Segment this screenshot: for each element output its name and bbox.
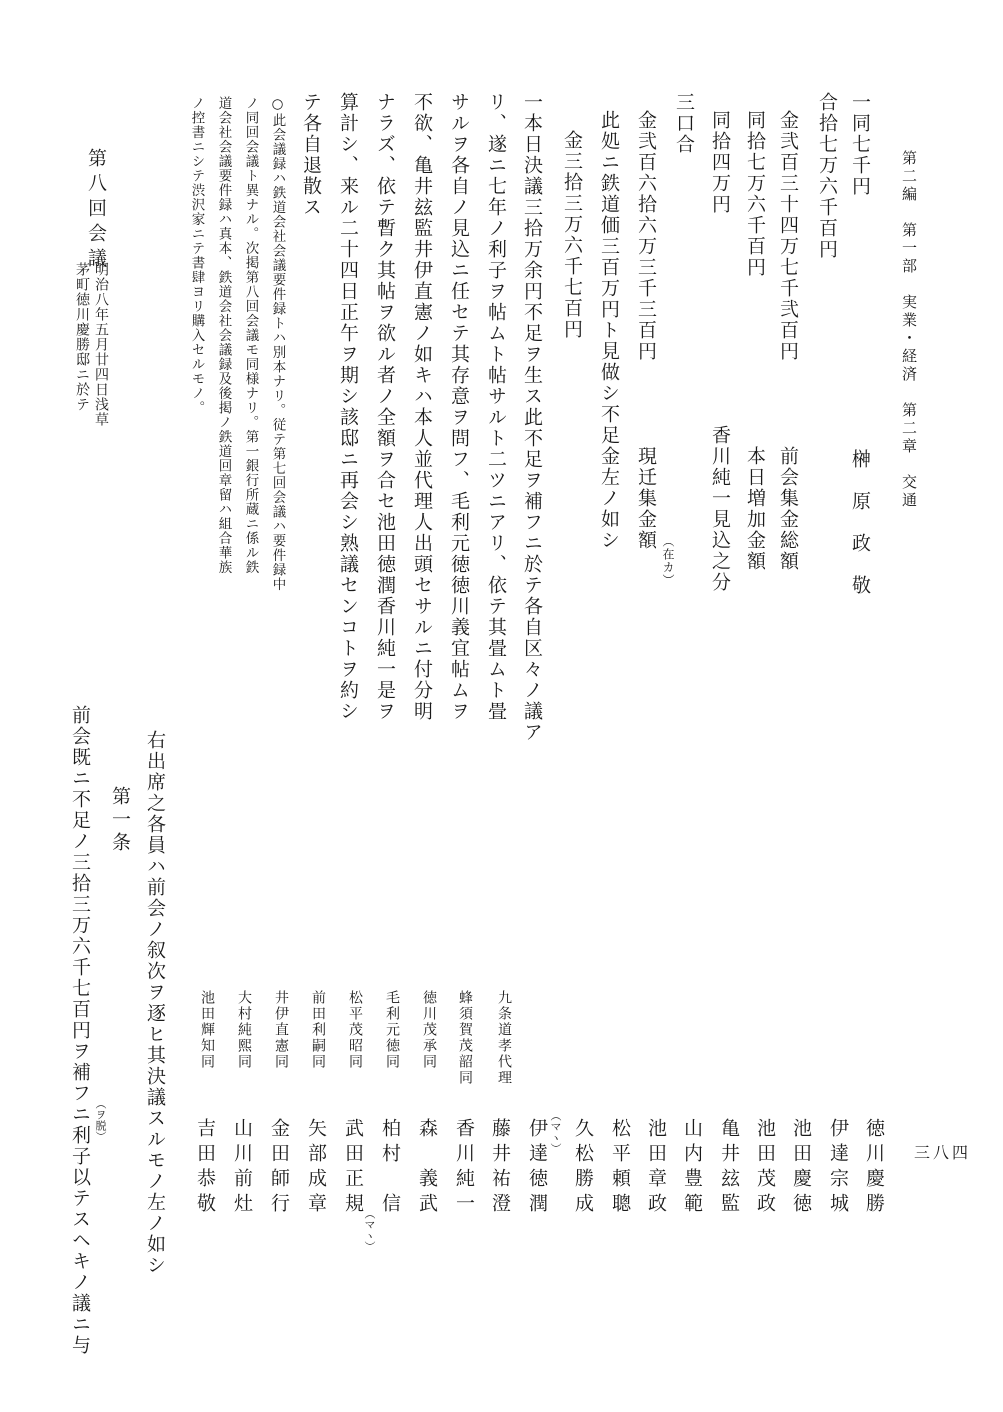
attendee-name: 武田正規 bbox=[342, 1118, 364, 1218]
text-line: ナラズ、依テ暫ク其帖ヲ欲ル者ノ全額ヲ合セ池田徳潤香川純一是ヲ bbox=[374, 92, 396, 722]
text-line: 此処ニ鉄道価三百万円ト見做シ不足金左ノ如シ bbox=[598, 110, 620, 551]
attendee-name: 松平頼聰 bbox=[609, 1118, 631, 1218]
attendee-label: 徳川茂承同 bbox=[421, 990, 437, 1070]
article-text: 前会既ニ不足ノ三拾三万六千七百円ヲ補フニ利子以テスヘキノ議ニ与 bbox=[69, 705, 91, 1356]
attendee-label: 蜂須賀茂韶同 bbox=[457, 990, 473, 1086]
attendee-name: 藤井祐澄 bbox=[489, 1118, 511, 1218]
attendee-name: 徳川慶勝 bbox=[863, 1118, 885, 1218]
attendee-label: 井伊直憲同 bbox=[273, 990, 289, 1070]
meeting-date: 明治八年五月廿四日浅草 bbox=[93, 262, 109, 427]
text-line: 同拾七万六千百円 本日増加金額 bbox=[744, 110, 766, 572]
attendee-name: 金田師行 bbox=[268, 1118, 290, 1218]
text-line: 合拾七万六千百円 bbox=[816, 92, 838, 260]
meeting-place: 茅町徳川慶勝邸ニ於テ bbox=[74, 262, 90, 412]
text-line: 不欲、亀井玆監井伊直憲ノ如キハ本人並代理人出頭セサルニ付分明 bbox=[411, 92, 433, 722]
text-line: リ、遂ニ七年ノ利子ヲ帖ムト帖サルト二ツニアリ、依テ其畳ムト畳 bbox=[485, 92, 507, 722]
page-number: 三八四 bbox=[914, 1143, 972, 1162]
attendee-name: 伊達宗城 bbox=[827, 1118, 849, 1218]
editor-note: 道会社会議要件録ハ真本、鉄道会社会議録及後掲ノ鉄道回章留ハ組合華族 bbox=[215, 96, 232, 575]
text-line: サルヲ各自ノ見込ニ任セテ其存意ヲ問フ、毛利元徳徳川義宜帖ムヲ bbox=[448, 92, 470, 722]
ruby-annotation: （在カ） bbox=[661, 535, 675, 587]
editor-note: ノ控書ニシテ渋沢家ニテ書肆ヨリ購入セルモノ。 bbox=[188, 96, 205, 415]
attendee-name: 森 義武 bbox=[416, 1118, 438, 1218]
attendee-name: 柏村 信 bbox=[379, 1118, 401, 1218]
attendee-name: 亀井玆監 bbox=[718, 1118, 740, 1218]
attendee-label: 九条道孝代理 bbox=[496, 990, 512, 1086]
attendee-name: 池田慶徳 bbox=[790, 1118, 812, 1218]
text-line: 金三拾三万六千七百円 bbox=[561, 130, 583, 340]
text-line: 一本日決議三拾万余円不足ヲ生ス此不足ヲ補フニ於テ各自区々ノ議ア bbox=[521, 92, 543, 743]
text-line: 金弐百三十四万七千弐百円 前会集金総額 bbox=[777, 110, 799, 572]
attendee-label: 松平茂昭同 bbox=[347, 990, 363, 1070]
attendee-name: 池田茂政 bbox=[754, 1118, 776, 1218]
editor-note: ○此会議録ハ鉄道会社会議要件録トハ別本ナリ。従テ第七回会議ハ要件録中 bbox=[269, 96, 286, 592]
attendee-name: 矢部成章 bbox=[305, 1118, 327, 1218]
attendee-name: 香川純一 bbox=[453, 1118, 475, 1218]
attendee-name: 久松勝成 bbox=[572, 1118, 594, 1218]
ruby-annotation: （マヽ） bbox=[363, 1208, 376, 1252]
attendee-label: 毛利元徳同 bbox=[384, 990, 400, 1070]
attendee-label: 大村純熙同 bbox=[236, 990, 252, 1070]
editor-note: ノ同回会議ト異ナル。次掲第八回会議モ同様ナリ。第一銀行所蔵ニ係ル鉄 bbox=[242, 96, 259, 575]
ruby-annotation: （ヲ脱） bbox=[94, 1098, 107, 1142]
text-line: 一同七千円 榊 原 政 敬 bbox=[849, 92, 871, 596]
text-line: 算計シ、来ル二十四日正午ヲ期シ該邸ニ再会シ熟議センコトヲ約シ bbox=[337, 92, 359, 722]
attendee-label: 前田利嗣同 bbox=[310, 990, 326, 1070]
ruby-annotation: （マヽ） bbox=[549, 1110, 562, 1154]
attendee-name: 山川前灶 bbox=[231, 1118, 253, 1218]
statement-line: 右出席之各員ハ前会ノ叙次ヲ逐ヒ其決議スルモノ左ノ如シ bbox=[144, 730, 166, 1276]
text-line: 三口合 bbox=[673, 92, 695, 155]
text-line: 同拾四万円 香川純一見込之分 bbox=[709, 110, 731, 593]
attendee-name: 伊達徳潤 bbox=[526, 1118, 548, 1218]
attendee-name: 山内豊範 bbox=[681, 1118, 703, 1218]
text-line: テ各自退散ス bbox=[300, 92, 322, 218]
attendee-name: 池田章政 bbox=[645, 1118, 667, 1218]
running-head: 第二編 第一部 実業・経済 第二章 交通 bbox=[900, 150, 918, 510]
meeting-title: 第八回会議 bbox=[85, 148, 107, 273]
article-title: 第一条 bbox=[109, 786, 131, 855]
attendee-name: 吉田恭敬 bbox=[194, 1118, 216, 1218]
attendee-label: 池田輝知同 bbox=[199, 990, 215, 1070]
text-line: 金弐百六拾六万三千三百円 現迁集金額 bbox=[635, 110, 657, 551]
